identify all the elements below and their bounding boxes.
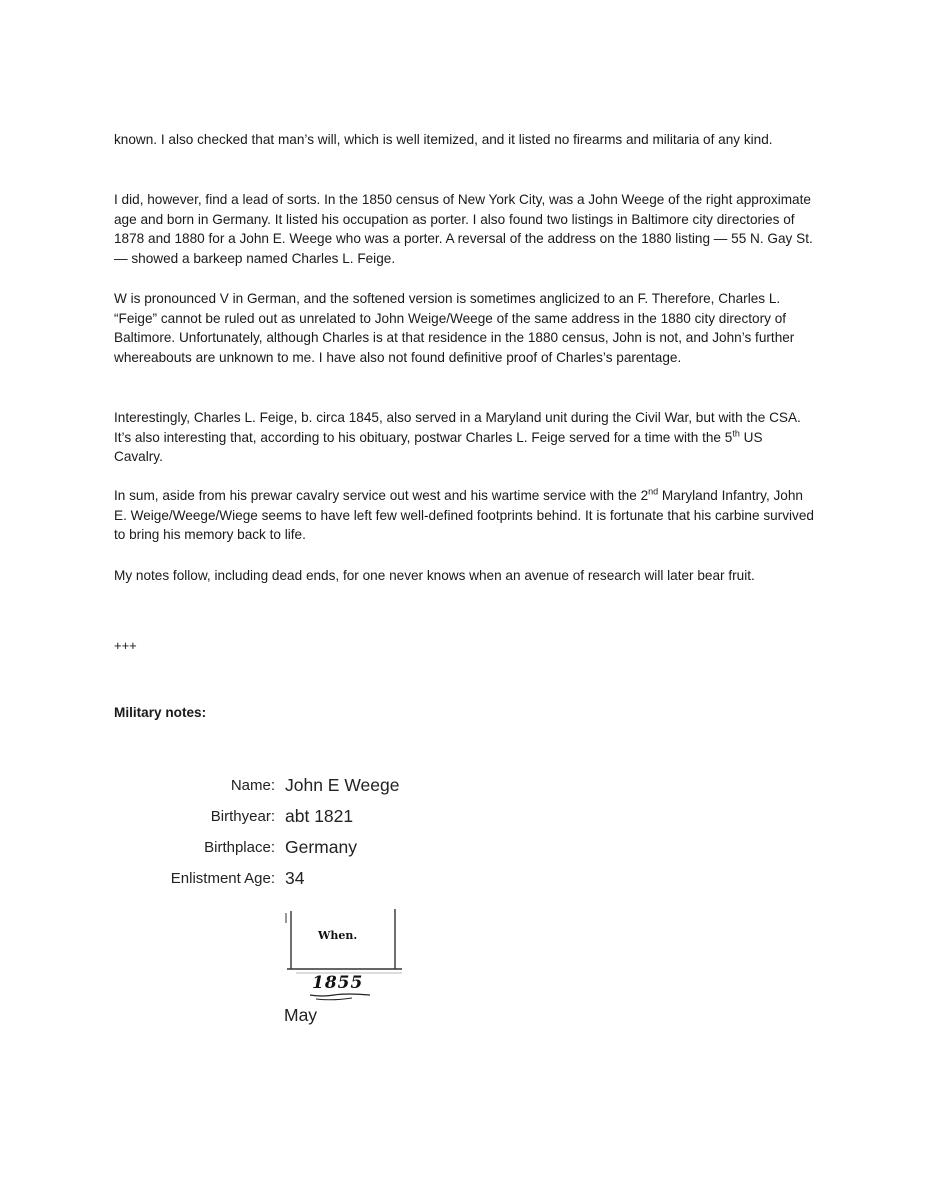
clipping-header: When. xyxy=(318,929,358,942)
military-notes-heading: Military notes: xyxy=(114,705,207,720)
paragraph-pronunciation: W is pronounced V in German, and the softened version is sometimes anglicized to an F. Therefore, Charles L. “Feige” cannot be ruled out as unrelated to John Weige/Weege of the same address in the 1880 city directory of Baltimore. Unfortunately, although Charles is at that residence in the 1880 census, John is not, and John’s further whereabouts are unknown to me. I have also not found definitive proof of Charles’s parentage. xyxy=(114,291,795,365)
record-label: Birthplace: xyxy=(204,839,275,856)
paragraph-summary xyxy=(114,486,814,545)
record-row-birthyear xyxy=(100,806,440,834)
paragraph-text: Interestingly, Charles L. Feige, b. circa 1845, also served in a Maryland unit during the Civil War, but with the CSA. It’s also interesting that, according to his obituary, postwar Charles L. Feige served for a time with the 5 xyxy=(114,410,801,445)
paragraph-text: In sum, aside from his prewar cavalry service out west and his wartime service with the 2 xyxy=(114,488,649,503)
record-value: John E Weege xyxy=(285,775,400,795)
record-value: 34 xyxy=(285,868,305,888)
section-separator: +++ xyxy=(114,638,137,653)
record-value: Germany xyxy=(285,837,357,857)
record-row-name xyxy=(100,775,440,803)
paragraph-text: Maryland Infantry, John E. Weige/Weege/Wiege seems to have left few well-defined footprints behind. It is fortunate that his carbine survived to bring his memory back to life. xyxy=(114,488,814,543)
record-value: abt 1821 xyxy=(285,806,354,826)
record-label: Enlistment Age: xyxy=(170,870,275,887)
superscript: nd xyxy=(648,486,659,497)
enlistment-month: May xyxy=(284,1005,318,1025)
paragraph-notes-follow: My notes follow, including dead ends, for one never knows when an avenue of research will later bear fruit. xyxy=(114,568,755,583)
record-row-enlistment-age xyxy=(100,868,440,896)
paragraph-text: US Cavalry. xyxy=(114,429,763,465)
paragraph-charles-feige xyxy=(114,408,814,467)
superscript: th xyxy=(732,428,740,439)
paragraph-lead: I did, however, find a lead of sorts. In the 1850 census of New York City, was a John Weege of the right approximate age and born in Germany. It listed his occupation as porter. I also found two listings in Baltimore city directories of 1878 and 1880 for a John E. Weege who was a porter. A reversal of the address on the 1880 listing — 55 N. Gay St. — showed a barkeep named Charles L. Feige. xyxy=(114,192,813,266)
record-label: Name: xyxy=(230,777,275,794)
register-clipping xyxy=(282,905,406,1005)
record-label: Birthyear: xyxy=(210,808,275,825)
clipping-year: 1855 xyxy=(312,973,364,993)
paragraph-will: known. I also checked that man’s will, which is well itemized, and it listed no firearms and militaria of any kind. xyxy=(114,132,773,147)
record-row-birthplace xyxy=(100,837,440,865)
